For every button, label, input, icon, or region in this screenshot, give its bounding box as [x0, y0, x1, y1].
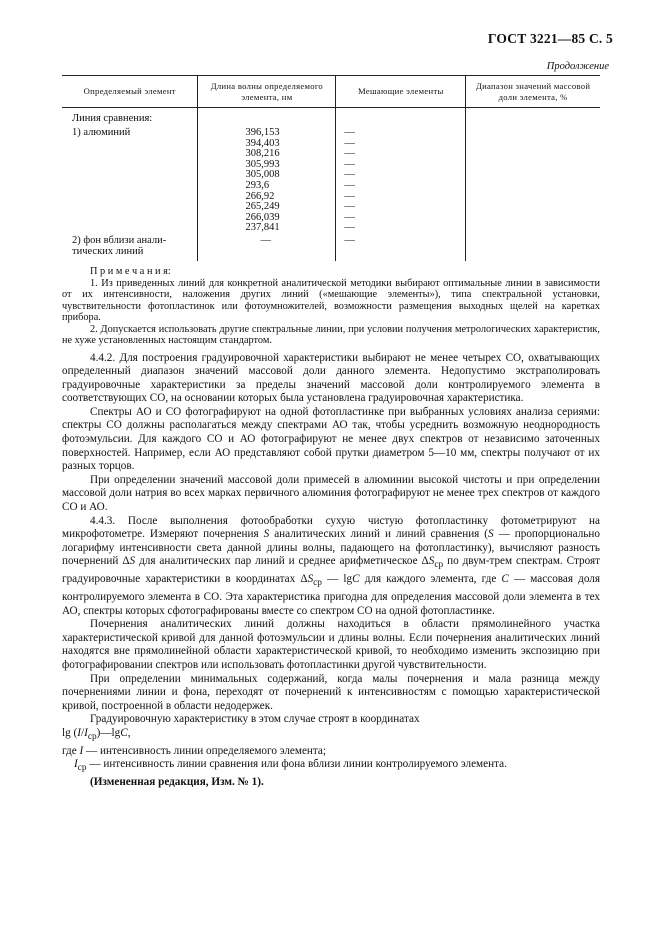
paragraph: При определении минимальных содержаний, когда малы почернения и мала разница между почернениями линии и фона, переходят от почернений к интенсивностям с помощью характеристической кривой, построенной в области недодержек.: [62, 672, 600, 712]
interfering-value: —: [344, 201, 355, 213]
interfering-value: —: [344, 148, 355, 160]
col-header-wavelength: Длина волны определяемого элемента, нм: [198, 76, 336, 108]
section-label: Линия сравнения:: [72, 113, 153, 124]
wavelength: 308,216: [245, 148, 280, 160]
paragraph: Почернения аналитических линий должны находиться в области прямолинейного участка характеристической кривой для данной фотоэмульсии и длины волны. Если почернения аналитических линий находятся вне прямолинейной области характеристической кривой, то необходимо изменить экспозицию при фотографировании спектров или использовать фотопластинки другой чувствительности.: [62, 618, 600, 672]
definition-i: где I — интенсивность линии определяемого элемента;: [62, 744, 327, 757]
paragraph-4-4-3: 4.4.3. После выполнения фотообработки сухую чистую фотопластинку фотометрируют на микрофотометре. Измеряют почернения S аналитических линий и линий сравнения (S — пропорционально логарифму интенсивности света данной длины волны, падающего на фотопластинку), вычисляют разность почернений ΔS для аналитических пар линий и среднее арифметическое $\Delta S_{ср}$ по двум-трем спектрам. Строят градуировочные характеристики в координатах $\Delta S_{ср}$ — lgC для каждого элемента, где C — массовая доля контролируемого элемента в СО. Эта характеристика пригодна для определения массовой доли элемента в тех АО, спектры которых сфотографированы вместе со спектром СО на одной фотопластинке.: [62, 514, 601, 617]
wavelength: —: [260, 234, 271, 246]
table-row: [62, 108, 600, 234]
wavelength: 266,039: [245, 211, 280, 223]
formula: $\lg (I/I_{ср})—\lg C$,: [62, 727, 131, 743]
wavelength: 394,403: [245, 137, 280, 149]
interfering-value: —: [344, 127, 355, 138]
col-header-interfering: Мешающие элементы: [336, 76, 466, 108]
definition-icp: $I_{ср}$ — интенсивность линии сравнения или фона вблизи линии контролируемого элемента.: [74, 758, 507, 774]
page-header: ГОСТ 3221—85 С. 5: [487, 31, 613, 46]
continuation-label: Продолжение: [546, 61, 609, 72]
page-body: [62, 266, 600, 790]
wavelength: 293,6: [245, 179, 270, 191]
spectral-lines-table: [62, 75, 600, 261]
notes-block: [62, 266, 600, 347]
definitions: [62, 745, 600, 790]
table-row: [62, 234, 600, 261]
notes-heading: П р и м е ч а н и я:: [90, 266, 171, 277]
wavelength: 237,841: [245, 222, 280, 234]
interfering-value: —: [344, 190, 355, 202]
paragraph: Градуировочную характеристику в этом случае строят в координатах: [90, 713, 420, 726]
wavelength: 265,249: [245, 201, 280, 213]
note-2: 2. Допускается использовать другие спектральные линии, при условии получения метрологических характеристик, не хуже установленных настоящим стандартом.: [62, 323, 600, 346]
interfering-value: —: [344, 234, 355, 246]
interfering-value: —: [344, 169, 355, 181]
wavelength: 266,92: [245, 190, 275, 202]
edition-note: (Измененная редакция, Изм. № 1).: [90, 776, 264, 789]
interfering-value: —: [344, 137, 355, 149]
row2-label-b: тических линий: [72, 245, 144, 257]
table-header-row: [62, 76, 600, 108]
col-header-range: Диапазон значений массовой доли элемента, %: [466, 76, 600, 108]
row1-label: 1) алюминий: [72, 126, 131, 138]
paragraph-4-4-2: 4.4.2. Для построения градуировочной характеристики выбирают не менее четырех СО, охватывающих определенный диапазон значений массовой доли данного элемента. Недопустимо экстраполировать градуировочные характеристики за пределы значений массовой доли контролируемого элемента в соответствующих СО, на основании которых была установлена градуировочная характеристика.: [62, 351, 600, 405]
interfering-value: —: [344, 179, 355, 191]
wavelength: 396,153: [245, 127, 280, 138]
interfering-value: —: [344, 158, 355, 170]
paragraph: При определении значений массовой доли примесей в алюминии высокой чистоты и при определении массовой доли натрия во всех марках первичного алюминия фотографируют не менее трех спектров от каждого СО и АО.: [62, 473, 600, 514]
wavelength: 305,008: [245, 169, 280, 181]
interfering-value: —: [344, 222, 355, 234]
note-1: 1. Из приведенных линий для конкретной аналитической методики выбирают оптимальные линии в зависимости от их интенсивности, наложения других линий («мешающие элементы»), типа спектральной установки, чувствительности фотопластинок или фотоумножителей, возможности размещения выходных щелей на каретках прибора.: [62, 277, 600, 323]
interfering-value: —: [344, 211, 355, 223]
row2-label-a: 2) фон вблизи анали-: [72, 234, 167, 246]
col-header-element: Определяемый элемент: [62, 76, 198, 108]
wavelength: 305,993: [245, 158, 280, 170]
paragraph: Спектры АО и СО фотографируют на одной фотопластинке при выбранных условиях анализа сериями: спектры СО должны располагаться между спектрами АО так, чтобы усреднить возможную неоднородность фотоэмульсии. Для каждого СО и АО фотографируют не менее двух спектров от независимо заточенных поверхностей. Например, если АО представляют собой прутки диаметром 5—10 мм, спектры получают от их разных торцов.: [62, 405, 600, 473]
